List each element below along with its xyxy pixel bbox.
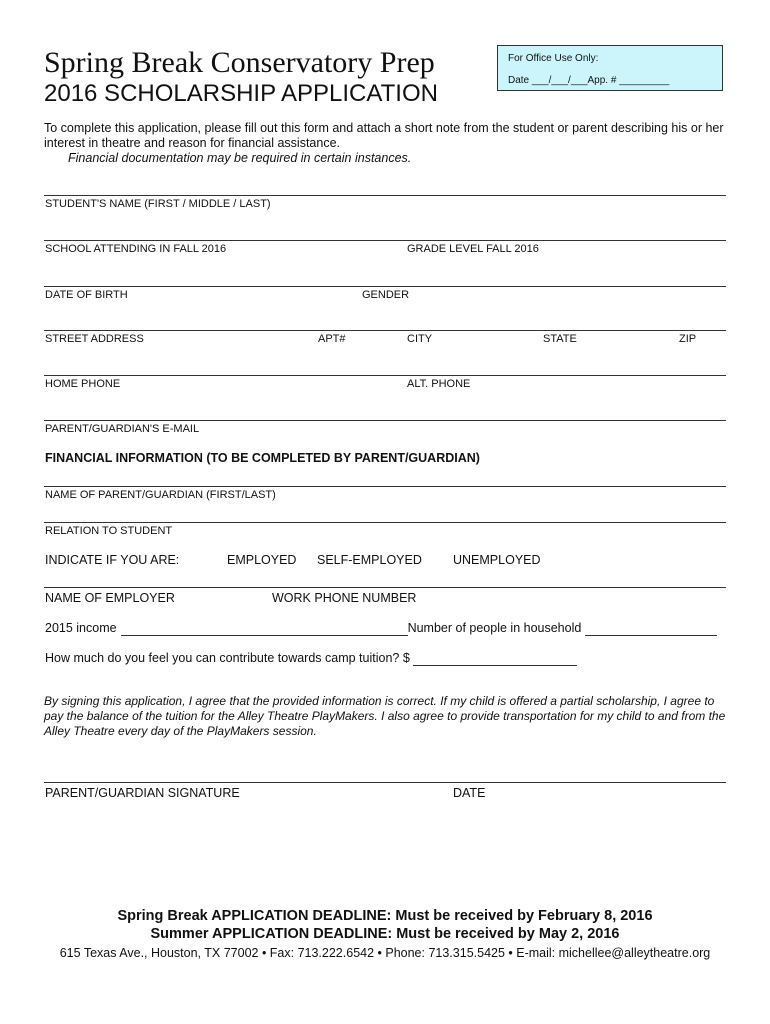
phone-line[interactable]: [44, 375, 726, 376]
work-phone-label: WORK PHONE NUMBER: [272, 591, 417, 605]
apt-label: APT#: [318, 333, 346, 345]
intro-text: To complete this application, please fill out this form and attach a short note from the student or parent describing his or her interest in theatre and reason for financial assistance.: [44, 121, 724, 150]
income-label: 2015 income: [45, 621, 117, 635]
agreement-text: By signing this application, I agree that the provided information is correct. If my child is offered a partial scholarship, I agree to pay the balance of the tuition for the Alley Theatre PlayMakers. I also agree to provide transportation for my child to and from the Alley Theatre every day of the PlayMakers session.: [44, 694, 726, 738]
email-line[interactable]: [44, 420, 726, 421]
signature-date-label: DATE: [453, 786, 486, 800]
office-use-label: For Office Use Only:: [508, 53, 599, 64]
dob-label: DATE OF BIRTH: [45, 289, 128, 301]
gender-label: GENDER: [362, 289, 410, 301]
org-name: Spring Break Conservatory Prep: [44, 46, 435, 79]
indicate-label: INDICATE IF YOU ARE:: [45, 553, 180, 567]
school-grade-line[interactable]: [44, 240, 726, 241]
household-label: Number of people in household: [407, 621, 582, 635]
parent-name-line[interactable]: [44, 486, 726, 487]
grade-label: GRADE LEVEL FALL 2016: [407, 243, 539, 255]
intro-note: Financial documentation may be required in certain instances.: [68, 151, 412, 165]
employer-line[interactable]: [44, 587, 726, 588]
city-label: CITY: [407, 333, 433, 345]
address-line[interactable]: [44, 330, 726, 331]
school-label: SCHOOL ATTENDING IN FALL 2016: [45, 243, 227, 255]
form-title: 2016 SCHOLARSHIP APPLICATION: [44, 80, 438, 107]
signature-line[interactable]: [44, 782, 726, 783]
street-label: STREET ADDRESS: [45, 333, 144, 345]
unemployed-option[interactable]: UNEMPLOYED: [453, 553, 541, 567]
contribute-label: How much do you feel you can contribute towards camp tuition? $: [45, 651, 410, 665]
home-phone-label: HOME PHONE: [45, 378, 121, 390]
contribute-field[interactable]: [413, 651, 577, 666]
alt-phone-label: ALT. PHONE: [407, 378, 471, 390]
parent-name-label: NAME OF PARENT/GUARDIAN (FIRST/LAST): [45, 489, 276, 501]
self-employed-option[interactable]: SELF-EMPLOYED: [317, 553, 422, 567]
email-label: PARENT/GUARDIAN'S E-MAIL: [45, 423, 200, 435]
zip-label: ZIP: [679, 333, 697, 345]
student-name-label: STUDENT'S NAME (FIRST / MIDDLE / LAST): [45, 198, 271, 210]
office-date-app-line: Date ___/___/___App. # _________: [508, 75, 670, 86]
summer-deadline: Summer APPLICATION DEADLINE: Must be received by May 2, 2016: [150, 926, 620, 942]
contribute-row: [45, 651, 577, 666]
student-name-line[interactable]: [44, 195, 726, 196]
income-field[interactable]: [121, 621, 408, 636]
financial-heading: FINANCIAL INFORMATION (TO BE COMPLETED BY PARENT/GUARDIAN): [45, 451, 480, 465]
employer-label: NAME OF EMPLOYER: [45, 591, 175, 605]
intro-paragraph: [44, 121, 734, 166]
relation-line[interactable]: [44, 522, 726, 523]
relation-label: RELATION TO STUDENT: [45, 525, 173, 537]
income-row: [45, 621, 717, 636]
signature-label: PARENT/GUARDIAN SIGNATURE: [45, 786, 240, 800]
employed-option[interactable]: EMPLOYED: [227, 553, 297, 567]
household-field[interactable]: [585, 621, 717, 636]
spring-break-deadline: Spring Break APPLICATION DEADLINE: Must be received by February 8, 2016: [117, 908, 653, 924]
dob-gender-line[interactable]: [44, 286, 726, 287]
contact-info: 615 Texas Ave., Houston, TX 77002 • Fax: 713.222.6542 • Phone: 713.315.5425 • E-mail: michellee@alleytheatre.org: [59, 946, 711, 960]
office-use-box: [497, 45, 723, 91]
state-label: STATE: [543, 333, 577, 345]
